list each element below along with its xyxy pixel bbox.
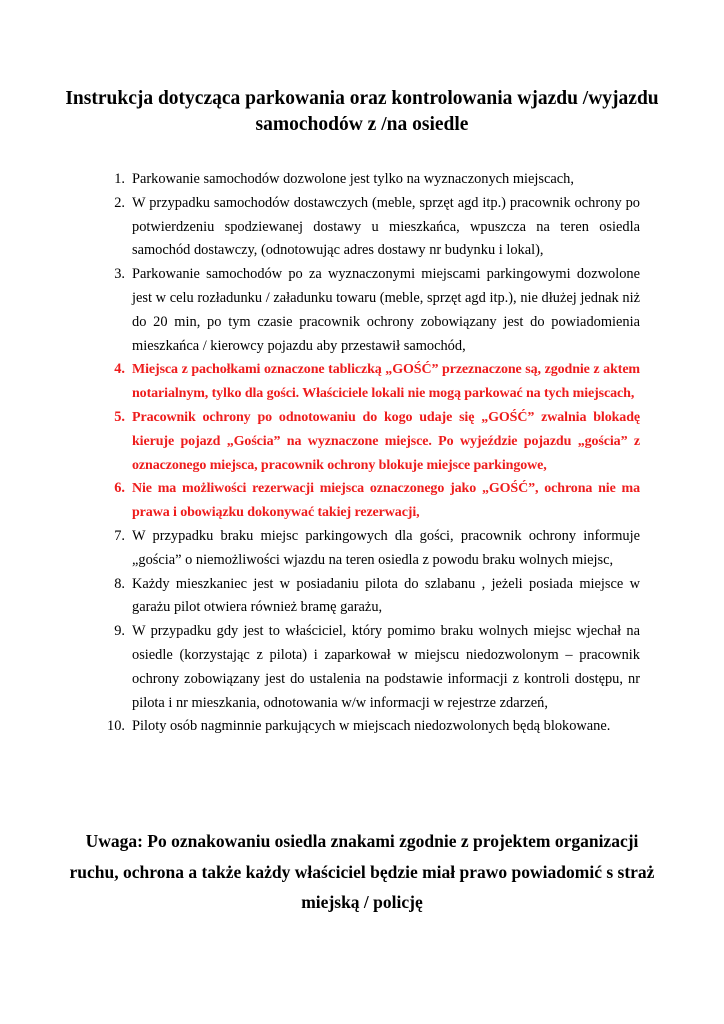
list-item — [0, 263, 724, 358]
warning-note: Uwaga: Po oznakowaniu osiedla znakami zgodnie z projektem organizacji ruchu, ochrona a także każdy właściciel będzie miał prawo powiadomić s straż miejską / policję — [69, 831, 655, 912]
item-text: Miejsca z pachołkami oznaczone tabliczką „GOŚĆ” przeznaczone są, zgodnie z aktem notarialnym, tylko dla gości. Właściciele lokali nie mogą parkować na tych miejscach, — [132, 362, 640, 402]
item-text: Parkowanie samochodów dozwolone jest tylko na wyznaczonych miejscach, — [132, 171, 574, 187]
list-item — [0, 477, 724, 525]
list-item — [0, 573, 724, 621]
item-text: Pracownik ochrony po odnotowaniu do kogo udaje się „GOŚĆ” zwalnia blokadę kieruje pojazd „Gościa” na wyznaczone miejsce. Po wyjeździe pojazdu „gościa” z oznaczonego miejsca, pracownik ochrony blokuje miejsce parkingowe, — [132, 409, 640, 473]
item-text: Piloty osób nagminnie parkujących w miejscach niedozwolonych będą blokowane. — [132, 718, 611, 735]
list-item — [0, 620, 724, 715]
item-number: 5. — [114, 408, 125, 425]
item-number: 6. — [114, 480, 125, 497]
item-text: Nie ma możliwości rezerwacji miejsca oznaczonego jako „GOŚĆ”, ochrona nie ma prawa i obowiązku dokonywać takiej rezerwacji, — [132, 481, 640, 521]
item-number: 7. — [114, 527, 125, 544]
item-number: 9. — [114, 623, 125, 640]
list-item — [0, 168, 724, 192]
item-text: W przypadku gdy jest to właściciel, który pomimo braku wolnych miejsc wjechał na osiedle (korzystając z pilota) i zaparkował w miejscu niedozwolonym – pracownik ochrony zobowiązany jest do ustalenia na podstawie informacji z kontroli dostępu, nr pilota i nr mieszkania, odnotowania w/w informacji w rejestrze zdarzeń, — [132, 623, 640, 711]
list-item — [0, 715, 724, 739]
list-item — [0, 192, 724, 263]
item-text: W przypadku braku miejsc parkingowych dla gości, pracownik ochrony informuje „gościa” o niemożliwości wjazdu na teren osiedla z powodu braku wolnych miejsc, — [132, 527, 640, 568]
list-item — [0, 406, 724, 477]
item-number: 3. — [114, 266, 125, 283]
item-number: 2. — [114, 194, 125, 211]
list-item — [0, 358, 724, 406]
item-text: W przypadku samochodów dostawczych (meble, sprzęt agd itp.) pracownik ochrony po potwierdzeniu spodziewanej dostawy u mieszkańca, wpuszcza na teren osiedla samochód dostawczy, (odnotowując adres dostawy nr budynku i lokal), — [132, 194, 640, 259]
item-number: 1. — [114, 171, 125, 187]
page-title: Instrukcja dotycząca parkowania oraz kontrolowania wjazdu /wyjazdu samochodów z /na osiedle — [65, 88, 659, 135]
item-text: Parkowanie samochodów po za wyznaczonymi miejscami parkingowymi dozwolone jest w celu rozładunku / załadunku towaru (meble, sprzęt agd itp.), nie dłużej jednak niż do 20 min, po tym czasie pracownik ochrony zobowiązany jest do powiadomienia mieszkańca / kierowcy pojazdu aby przestawił samochód, — [132, 266, 640, 354]
item-number: 8. — [114, 575, 125, 592]
item-text: Każdy mieszkaniec jest w posiadaniu pilota do szlabanu , jeżeli posiada miejsce w garażu pilot otwiera również bramę garażu, — [132, 575, 640, 616]
list-item — [0, 525, 724, 573]
item-number: 4. — [114, 361, 125, 378]
item-number: 10. — [107, 718, 125, 735]
rules-list — [0, 168, 724, 739]
